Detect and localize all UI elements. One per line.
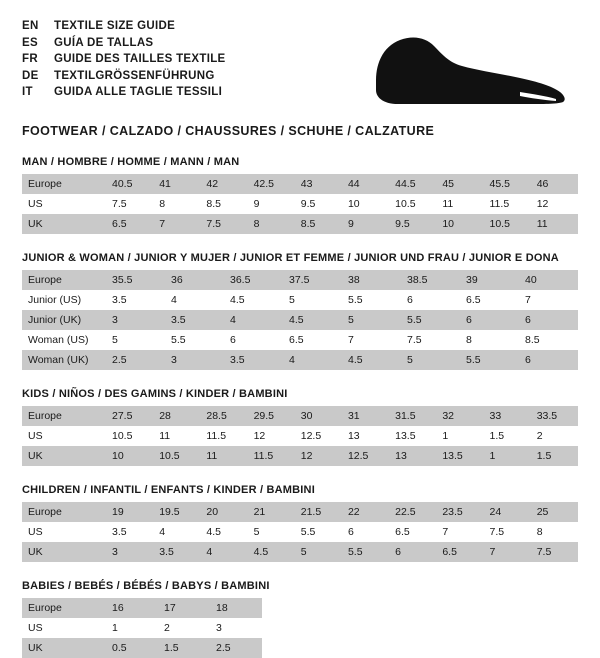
cell: 5 bbox=[342, 310, 401, 330]
babies-table-wrapper bbox=[22, 598, 262, 658]
table-row bbox=[22, 290, 578, 310]
row-label: Woman (UK) bbox=[22, 350, 106, 370]
cell: 44 bbox=[342, 174, 389, 194]
cell: 32 bbox=[436, 406, 483, 426]
size-table-kids bbox=[22, 406, 578, 466]
cell: 12 bbox=[295, 446, 342, 466]
cell: 4.5 bbox=[200, 522, 247, 542]
section-babies bbox=[22, 580, 578, 658]
cell: 30 bbox=[295, 406, 342, 426]
row-label: US bbox=[22, 426, 106, 446]
row-label: UK bbox=[22, 214, 106, 234]
cell: 38 bbox=[342, 270, 401, 290]
cell: 21 bbox=[248, 502, 295, 522]
cell: 36 bbox=[165, 270, 224, 290]
cell: 31 bbox=[342, 406, 389, 426]
language-code: IT bbox=[22, 86, 33, 98]
cell: 1 bbox=[106, 618, 158, 638]
cell: 11.5 bbox=[200, 426, 247, 446]
row-label: Europe bbox=[22, 270, 106, 290]
cell: 19 bbox=[106, 502, 153, 522]
table-row bbox=[22, 598, 262, 618]
section-junior-woman bbox=[22, 252, 578, 370]
cell: 8.5 bbox=[519, 330, 578, 350]
cell: 35.5 bbox=[106, 270, 165, 290]
table-row bbox=[22, 270, 578, 290]
cell: 4 bbox=[153, 522, 200, 542]
table-row bbox=[22, 522, 578, 542]
cell: 29.5 bbox=[248, 406, 295, 426]
cell: 7.5 bbox=[106, 194, 153, 214]
cell: 7.5 bbox=[401, 330, 460, 350]
cell: 10 bbox=[436, 214, 483, 234]
table-row bbox=[22, 214, 578, 234]
cell: 6 bbox=[342, 522, 389, 542]
dress-shoe-icon bbox=[370, 32, 570, 108]
cell: 4 bbox=[165, 290, 224, 310]
cell: 28.5 bbox=[200, 406, 247, 426]
table-row bbox=[22, 638, 262, 658]
table-row bbox=[22, 406, 578, 426]
cell: 46 bbox=[531, 174, 578, 194]
cell: 12 bbox=[248, 426, 295, 446]
cell: 40.5 bbox=[106, 174, 153, 194]
cell: 28 bbox=[153, 406, 200, 426]
section-title: KIDS / NIÑOS / DES GAMINS / KINDER / BAMBINI bbox=[22, 388, 288, 400]
cell: 7.5 bbox=[531, 542, 578, 562]
cell: 6.5 bbox=[106, 214, 153, 234]
cell: 5.5 bbox=[342, 542, 389, 562]
language-code: DE bbox=[22, 69, 39, 82]
table-row bbox=[22, 502, 578, 522]
cell: 44.5 bbox=[389, 174, 436, 194]
cell: 7 bbox=[436, 522, 483, 542]
cell: 6 bbox=[401, 290, 460, 310]
cell: 5 bbox=[248, 522, 295, 542]
cell: 13 bbox=[342, 426, 389, 446]
cell: 5 bbox=[106, 330, 165, 350]
row-label: Europe bbox=[22, 406, 106, 426]
cell: 3.5 bbox=[106, 290, 165, 310]
cell: 13 bbox=[389, 446, 436, 466]
cell: 16 bbox=[106, 598, 158, 618]
cell: 8 bbox=[248, 214, 295, 234]
cell: 13.5 bbox=[436, 446, 483, 466]
cell: 21.5 bbox=[295, 502, 342, 522]
size-table-babies bbox=[22, 598, 262, 658]
row-label: UK bbox=[22, 446, 106, 466]
row-label: US bbox=[22, 618, 106, 638]
cell: 27.5 bbox=[106, 406, 153, 426]
cell: 11.5 bbox=[248, 446, 295, 466]
cell: 3 bbox=[165, 350, 224, 370]
cell: 25 bbox=[531, 502, 578, 522]
cell: 4.5 bbox=[248, 542, 295, 562]
language-title: TEXTILGRÖSSENFÜHRUNG bbox=[54, 69, 215, 82]
cell: 31.5 bbox=[389, 406, 436, 426]
language-title: GUÍA DE TALLAS bbox=[54, 36, 154, 49]
size-table-children bbox=[22, 502, 578, 562]
cell: 7 bbox=[153, 214, 200, 234]
cell: 6 bbox=[224, 330, 283, 350]
table-row bbox=[22, 194, 578, 214]
cell: 6 bbox=[519, 310, 578, 330]
cell: 4 bbox=[200, 542, 247, 562]
row-label: UK bbox=[22, 542, 106, 562]
row-label: US bbox=[22, 194, 106, 214]
cell: 2.5 bbox=[210, 638, 262, 658]
cell: 11 bbox=[200, 446, 247, 466]
cell: 23.5 bbox=[436, 502, 483, 522]
row-label: Junior (US) bbox=[22, 290, 106, 310]
cell: 4.5 bbox=[283, 310, 342, 330]
section-title: BABIES / BEBÉS / BÉBÉS / BABYS / BAMBINI bbox=[22, 580, 270, 592]
cell: 7.5 bbox=[484, 522, 531, 542]
cell: 7 bbox=[484, 542, 531, 562]
table-row bbox=[22, 542, 578, 562]
cell: 12.5 bbox=[295, 426, 342, 446]
cell: 8.5 bbox=[200, 194, 247, 214]
cell: 9 bbox=[248, 194, 295, 214]
cell: 5.5 bbox=[165, 330, 224, 350]
cell: 38.5 bbox=[401, 270, 460, 290]
row-label: Europe bbox=[22, 502, 106, 522]
cell: 6 bbox=[389, 542, 436, 562]
table-row bbox=[22, 618, 262, 638]
cell: 2 bbox=[531, 426, 578, 446]
cell: 6 bbox=[519, 350, 578, 370]
cell: 40 bbox=[519, 270, 578, 290]
cell: 8.5 bbox=[295, 214, 342, 234]
cell: 3 bbox=[106, 542, 153, 562]
cell: 43 bbox=[295, 174, 342, 194]
cell: 4.5 bbox=[224, 290, 283, 310]
cell: 13.5 bbox=[389, 426, 436, 446]
cell: 7 bbox=[342, 330, 401, 350]
cell: 11.5 bbox=[484, 194, 531, 214]
cell: 6.5 bbox=[436, 542, 483, 562]
cell: 33 bbox=[484, 406, 531, 426]
cell: 6.5 bbox=[460, 290, 519, 310]
cell: 3.5 bbox=[224, 350, 283, 370]
cell: 2.5 bbox=[106, 350, 165, 370]
cell: 11 bbox=[436, 194, 483, 214]
size-table-man bbox=[22, 174, 578, 234]
cell: 4 bbox=[224, 310, 283, 330]
table-row bbox=[22, 446, 578, 466]
section-title: JUNIOR & WOMAN / JUNIOR Y MUJER / JUNIOR ET FEMME / JUNIOR UND FRAU / JUNIOR E DONA bbox=[22, 252, 559, 264]
section-kids bbox=[22, 388, 578, 466]
cell: 10 bbox=[342, 194, 389, 214]
row-label: Woman (US) bbox=[22, 330, 106, 350]
language-code: FR bbox=[22, 53, 38, 65]
cell: 10.5 bbox=[389, 194, 436, 214]
category-title: FOOTWEAR / CALZADO / CHAUSSURES / SCHUHE / CALZATURE bbox=[22, 124, 435, 138]
cell: 24 bbox=[484, 502, 531, 522]
cell: 19.5 bbox=[153, 502, 200, 522]
language-code: EN bbox=[22, 20, 39, 32]
cell: 0.5 bbox=[106, 638, 158, 658]
cell: 22.5 bbox=[389, 502, 436, 522]
row-label: US bbox=[22, 522, 106, 542]
cell: 12 bbox=[531, 194, 578, 214]
cell: 3 bbox=[210, 618, 262, 638]
cell: 7 bbox=[519, 290, 578, 310]
row-label: UK bbox=[22, 638, 106, 658]
row-label: Europe bbox=[22, 174, 106, 194]
cell: 22 bbox=[342, 502, 389, 522]
cell: 12.5 bbox=[342, 446, 389, 466]
cell: 5.5 bbox=[295, 522, 342, 542]
cell: 1 bbox=[436, 426, 483, 446]
section-title: CHILDREN / INFANTIL / ENFANTS / KINDER / BAMBINI bbox=[22, 484, 315, 496]
cell: 6.5 bbox=[283, 330, 342, 350]
table-row bbox=[22, 426, 578, 446]
cell: 33.5 bbox=[531, 406, 578, 426]
cell: 3 bbox=[106, 310, 165, 330]
cell: 6.5 bbox=[389, 522, 436, 542]
cell: 41 bbox=[153, 174, 200, 194]
section-children bbox=[22, 484, 578, 562]
cell: 6 bbox=[460, 310, 519, 330]
cell: 42 bbox=[200, 174, 247, 194]
page-header bbox=[22, 18, 578, 110]
row-label: Europe bbox=[22, 598, 106, 618]
cell: 5 bbox=[401, 350, 460, 370]
table-row bbox=[22, 330, 578, 350]
language-title: GUIDA ALLE TAGLIE TESSILI bbox=[54, 86, 223, 98]
cell: 10.5 bbox=[106, 426, 153, 446]
cell: 17 bbox=[158, 598, 210, 618]
cell: 4.5 bbox=[342, 350, 401, 370]
language-code: ES bbox=[22, 36, 38, 49]
section-man bbox=[22, 156, 578, 234]
cell: 9.5 bbox=[295, 194, 342, 214]
cell: 10.5 bbox=[153, 446, 200, 466]
cell: 10 bbox=[106, 446, 153, 466]
cell: 2 bbox=[158, 618, 210, 638]
table-row bbox=[22, 174, 578, 194]
cell: 3.5 bbox=[165, 310, 224, 330]
cell: 8 bbox=[153, 194, 200, 214]
cell: 18 bbox=[210, 598, 262, 618]
cell: 9 bbox=[342, 214, 389, 234]
cell: 5.5 bbox=[460, 350, 519, 370]
cell: 39 bbox=[460, 270, 519, 290]
table-row bbox=[22, 350, 578, 370]
cell: 1.5 bbox=[158, 638, 210, 658]
cell: 45 bbox=[436, 174, 483, 194]
cell: 9.5 bbox=[389, 214, 436, 234]
cell: 5 bbox=[283, 290, 342, 310]
cell: 1.5 bbox=[484, 426, 531, 446]
cell: 1.5 bbox=[531, 446, 578, 466]
cell: 8 bbox=[531, 522, 578, 542]
cell: 10.5 bbox=[484, 214, 531, 234]
cell: 3.5 bbox=[106, 522, 153, 542]
language-title: TEXTILE SIZE GUIDE bbox=[54, 20, 176, 32]
table-row bbox=[22, 310, 578, 330]
cell: 37.5 bbox=[283, 270, 342, 290]
section-title: MAN / HOMBRE / HOMME / MANN / MAN bbox=[22, 156, 240, 168]
cell: 5.5 bbox=[401, 310, 460, 330]
cell: 8 bbox=[460, 330, 519, 350]
cell: 42.5 bbox=[248, 174, 295, 194]
cell: 36.5 bbox=[224, 270, 283, 290]
language-title: GUIDE DES TAILLES TEXTILE bbox=[54, 53, 226, 65]
cell: 5.5 bbox=[342, 290, 401, 310]
cell: 4 bbox=[283, 350, 342, 370]
cell: 20 bbox=[200, 502, 247, 522]
cell: 45.5 bbox=[484, 174, 531, 194]
cell: 5 bbox=[295, 542, 342, 562]
cell: 3.5 bbox=[153, 542, 200, 562]
cell: 11 bbox=[531, 214, 578, 234]
cell: 11 bbox=[153, 426, 200, 446]
cell: 1 bbox=[484, 446, 531, 466]
size-table-junior-woman bbox=[22, 270, 578, 370]
row-label: Junior (UK) bbox=[22, 310, 106, 330]
cell: 7.5 bbox=[200, 214, 247, 234]
